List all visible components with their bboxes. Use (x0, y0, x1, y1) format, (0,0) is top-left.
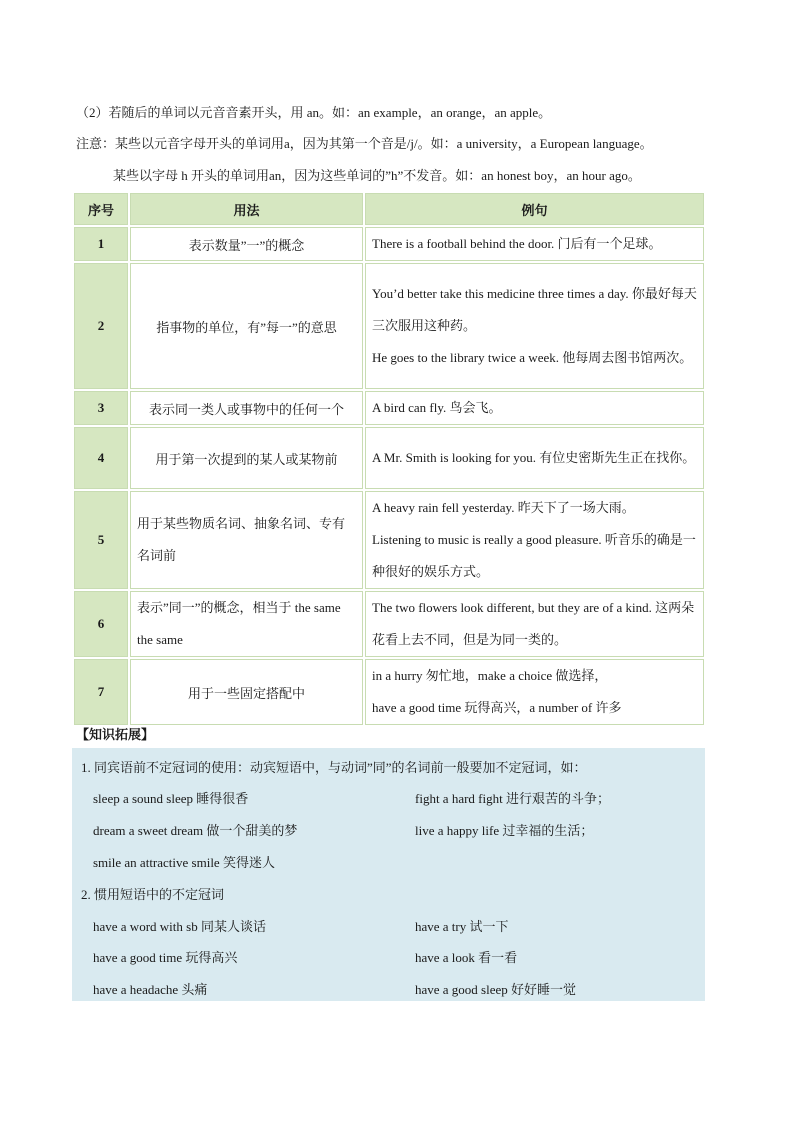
row-number: 6 (74, 591, 128, 657)
intro-line-note: 注意：某些以元音字母开头的单词用a，因为其第一个音是/j/。如：a university，a European language。 (76, 136, 653, 151)
row-number: 1 (74, 227, 128, 261)
phrase-item: sleep a sound sleep 睡得很香 (93, 791, 249, 806)
row-usage: 表示数量”一”的概念 (130, 227, 363, 261)
phrase-item: have a good time 玩得高兴 (93, 950, 238, 965)
row-number: 3 (74, 391, 128, 425)
table-row (74, 591, 704, 657)
section-1-title: 1. 同宾语前不定冠词的使用：动宾短语中，与动词”同”的名词前一般要加不定冠词，如： (81, 760, 587, 775)
row-examples (365, 263, 704, 389)
example-sentence: A bird can fly. 鸟会飞。 (372, 400, 502, 415)
section-2-title: 2. 惯用短语中的不定冠词 (81, 887, 225, 902)
row-usage: 指事物的单位，有”每一”的意思 (130, 263, 363, 389)
phrase-item: fight a hard fight 进行艰苦的斗争； (415, 791, 610, 806)
row-number: 5 (74, 491, 128, 589)
table-row (74, 659, 704, 725)
row-usage: 用于第一次提到的某人或某物前 (130, 427, 363, 489)
example-sentence: have a good time 玩得高兴，a number of 许多 (372, 700, 622, 715)
phrase-item: have a try 试一下 (415, 919, 509, 934)
row-examples (365, 227, 704, 261)
row-number: 7 (74, 659, 128, 725)
row-usage: 表示同一类人或事物中的任何一个 (130, 391, 363, 425)
row-examples (365, 427, 704, 489)
row-examples (365, 391, 704, 425)
table-row (74, 391, 704, 425)
phrase-item: have a word with sb 同某人谈话 (93, 919, 266, 934)
row-number: 2 (74, 263, 128, 389)
table-row (74, 263, 704, 389)
example-sentence: You’d better take this medicine three times a day. 你最好每天三次服用这种药。 (372, 286, 697, 333)
table-row (74, 427, 704, 489)
knowledge-extension-box (72, 748, 705, 1001)
table-row (74, 227, 704, 261)
phrase-item: have a good sleep 好好睡一觉 (415, 982, 577, 997)
phrase-item: have a headache 头痛 (93, 982, 208, 997)
intro-line-h-rule: 某些以字母 h 开头的单词用an，因为这些单词的”h”不发音。如：an honest boy，an hour ago。 (113, 168, 641, 183)
row-examples (365, 591, 704, 657)
example-sentence: There is a football behind the door. 门后有一个足球。 (372, 236, 662, 251)
header-usage: 用法 (130, 193, 363, 225)
header-examples: 例句 (365, 193, 704, 225)
example-sentence: Listening to music is really a good pleasure. 听音乐的确是一种很好的娱乐方式。 (372, 532, 696, 579)
phrase-item: smile an attractive smile 笑得迷人 (93, 855, 275, 870)
intro-line-an-rule: （2）若随后的单词以元音音素开头，用 an。如：an example，an orange，an apple。 (76, 105, 552, 120)
knowledge-heading: 【知识拓展】 (76, 728, 155, 743)
phrase-item: live a happy life 过幸福的生活； (415, 823, 594, 838)
row-usage: 表示”同一”的概念，相当于 the same the same (130, 591, 363, 657)
phrase-item: have a look 看一看 (415, 950, 518, 965)
table-row (74, 491, 704, 589)
example-sentence: A heavy rain fell yesterday. 昨天下了一场大雨。 (372, 500, 635, 515)
example-sentence: A Mr. Smith is looking for you. 有位史密斯先生正在找你。 (372, 450, 696, 465)
example-sentence: He goes to the library twice a week. 他每周去图书馆两次。 (372, 350, 693, 365)
table-header-row (74, 193, 704, 225)
row-usage: 用于某些物质名词、抽象名词、专有名词前 (130, 491, 363, 589)
example-sentence: The two flowers look different, but they are of a kind. 这两朵花看上去不同，但是为同一类的。 (372, 600, 695, 647)
row-usage: 用于一些固定搭配中 (130, 659, 363, 725)
row-examples (365, 659, 704, 725)
example-sentence: in a hurry 匆忙地，make a choice 做选择， (372, 668, 608, 683)
article-usage-table (72, 191, 706, 727)
header-number: 序号 (74, 193, 128, 225)
row-number: 4 (74, 427, 128, 489)
phrase-item: dream a sweet dream 做一个甜美的梦 (93, 823, 298, 838)
row-examples (365, 491, 704, 589)
